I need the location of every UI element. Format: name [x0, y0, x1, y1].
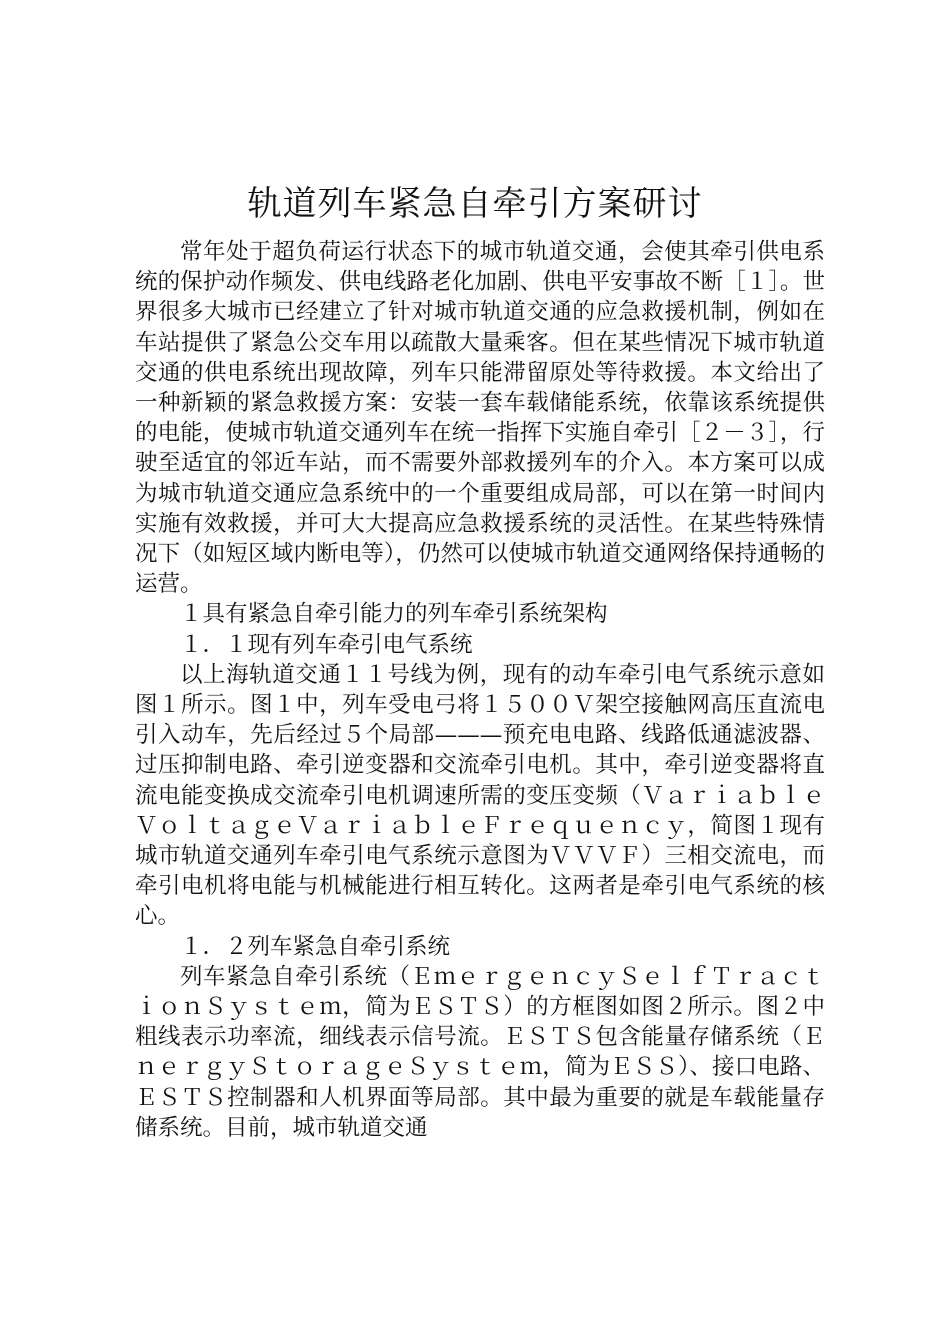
document-body [135, 237, 825, 1143]
paragraph-intro: 常年处于超负荷运行状态下的城市轨道交通，会使其牵引供电系统的保护动作频发、供电线路老化加剧、供电平安事故不断［１］。世界很多大城市已经建立了针对城市轨道交通的应急救援机制，例如在车站提供了紧急公交车用以疏散大量乘客。但在某些情况下城市轨道交通的供电系统出现故障，列车只能滞留原处等待救援。本文给出了一种新颖的紧急救援方案：安装一套车载储能系统，依靠该系统提供的电能，使城市轨道交通列车在统一指挥下实施自牵引［２－３］，行驶至适宜的邻近车站，而不需要外部救援列车的介入。本方案可以成为城市轨道交通应急系统中的一个重要组成局部，可以在第一时间内实施有效救援，并可大大提高应急救援系统的灵活性。在某些特殊情况下（如短区域内断电等），仍然可以使城市轨道交通网络保持通畅的运营。 [135, 239, 825, 598]
paragraph-existing-system: 以上海轨道交通１１号线为例，现有的动车牵引电气系统示意如图１所示。图１中，列车受电弓将１５００Ｖ架空接触网高压直流电引入动车，先后经过５个局部———预充电电路、线路低通滤波器、过压抑制电路、牵引逆变器和交流牵引电机。其中，牵引逆变器将直流电能变换成交流牵引电机调速所需的变压变频（ＶａｒｉａｂｌｅＶｏｌｔａｇｅＶａｒｉａｂｌｅＦｒｅｑｕｅｎｃｙ，简图１现有城市轨道交通列车牵引电气系统示意图为ＶＶＶＦ）三相交流电，而牵引电机将电能与机械能进行相互转化。这两者是牵引电气系统的核心。 [135, 661, 825, 930]
document-title: 轨道列车紧急自牵引方案研讨 [247, 184, 703, 224]
section-heading-1: １具有紧急自牵引能力的列车牵引系统架构 [180, 601, 608, 628]
section-heading-1-1: １．１现有列车牵引电气系统 [180, 631, 473, 658]
section-heading-1-2: １．２列车紧急自牵引系统 [180, 933, 451, 960]
paragraph-ests: 列车紧急自牵引系统（ＥｍｅｒｇｅｎｃｙＳｅｌｆＴｒａｃｔｉｏｎＳｙｓｔｅｍ，简为ＥＳＴＳ）的方框图如图２所示。图２中粗线表示功率流，细线表示信号流。ＥＳＴＳ包含能量存储系统（ＥｎｅｒｇｙＳｔｏｒａｇｅＳｙｓｔｅｍ，简为ＥＳＳ）、接口电路、ＥＳＴＳ控制器和人机界面等局部。其中最为重要的就是车载能量存储系统。目前，城市轨道交通 [135, 963, 825, 1141]
